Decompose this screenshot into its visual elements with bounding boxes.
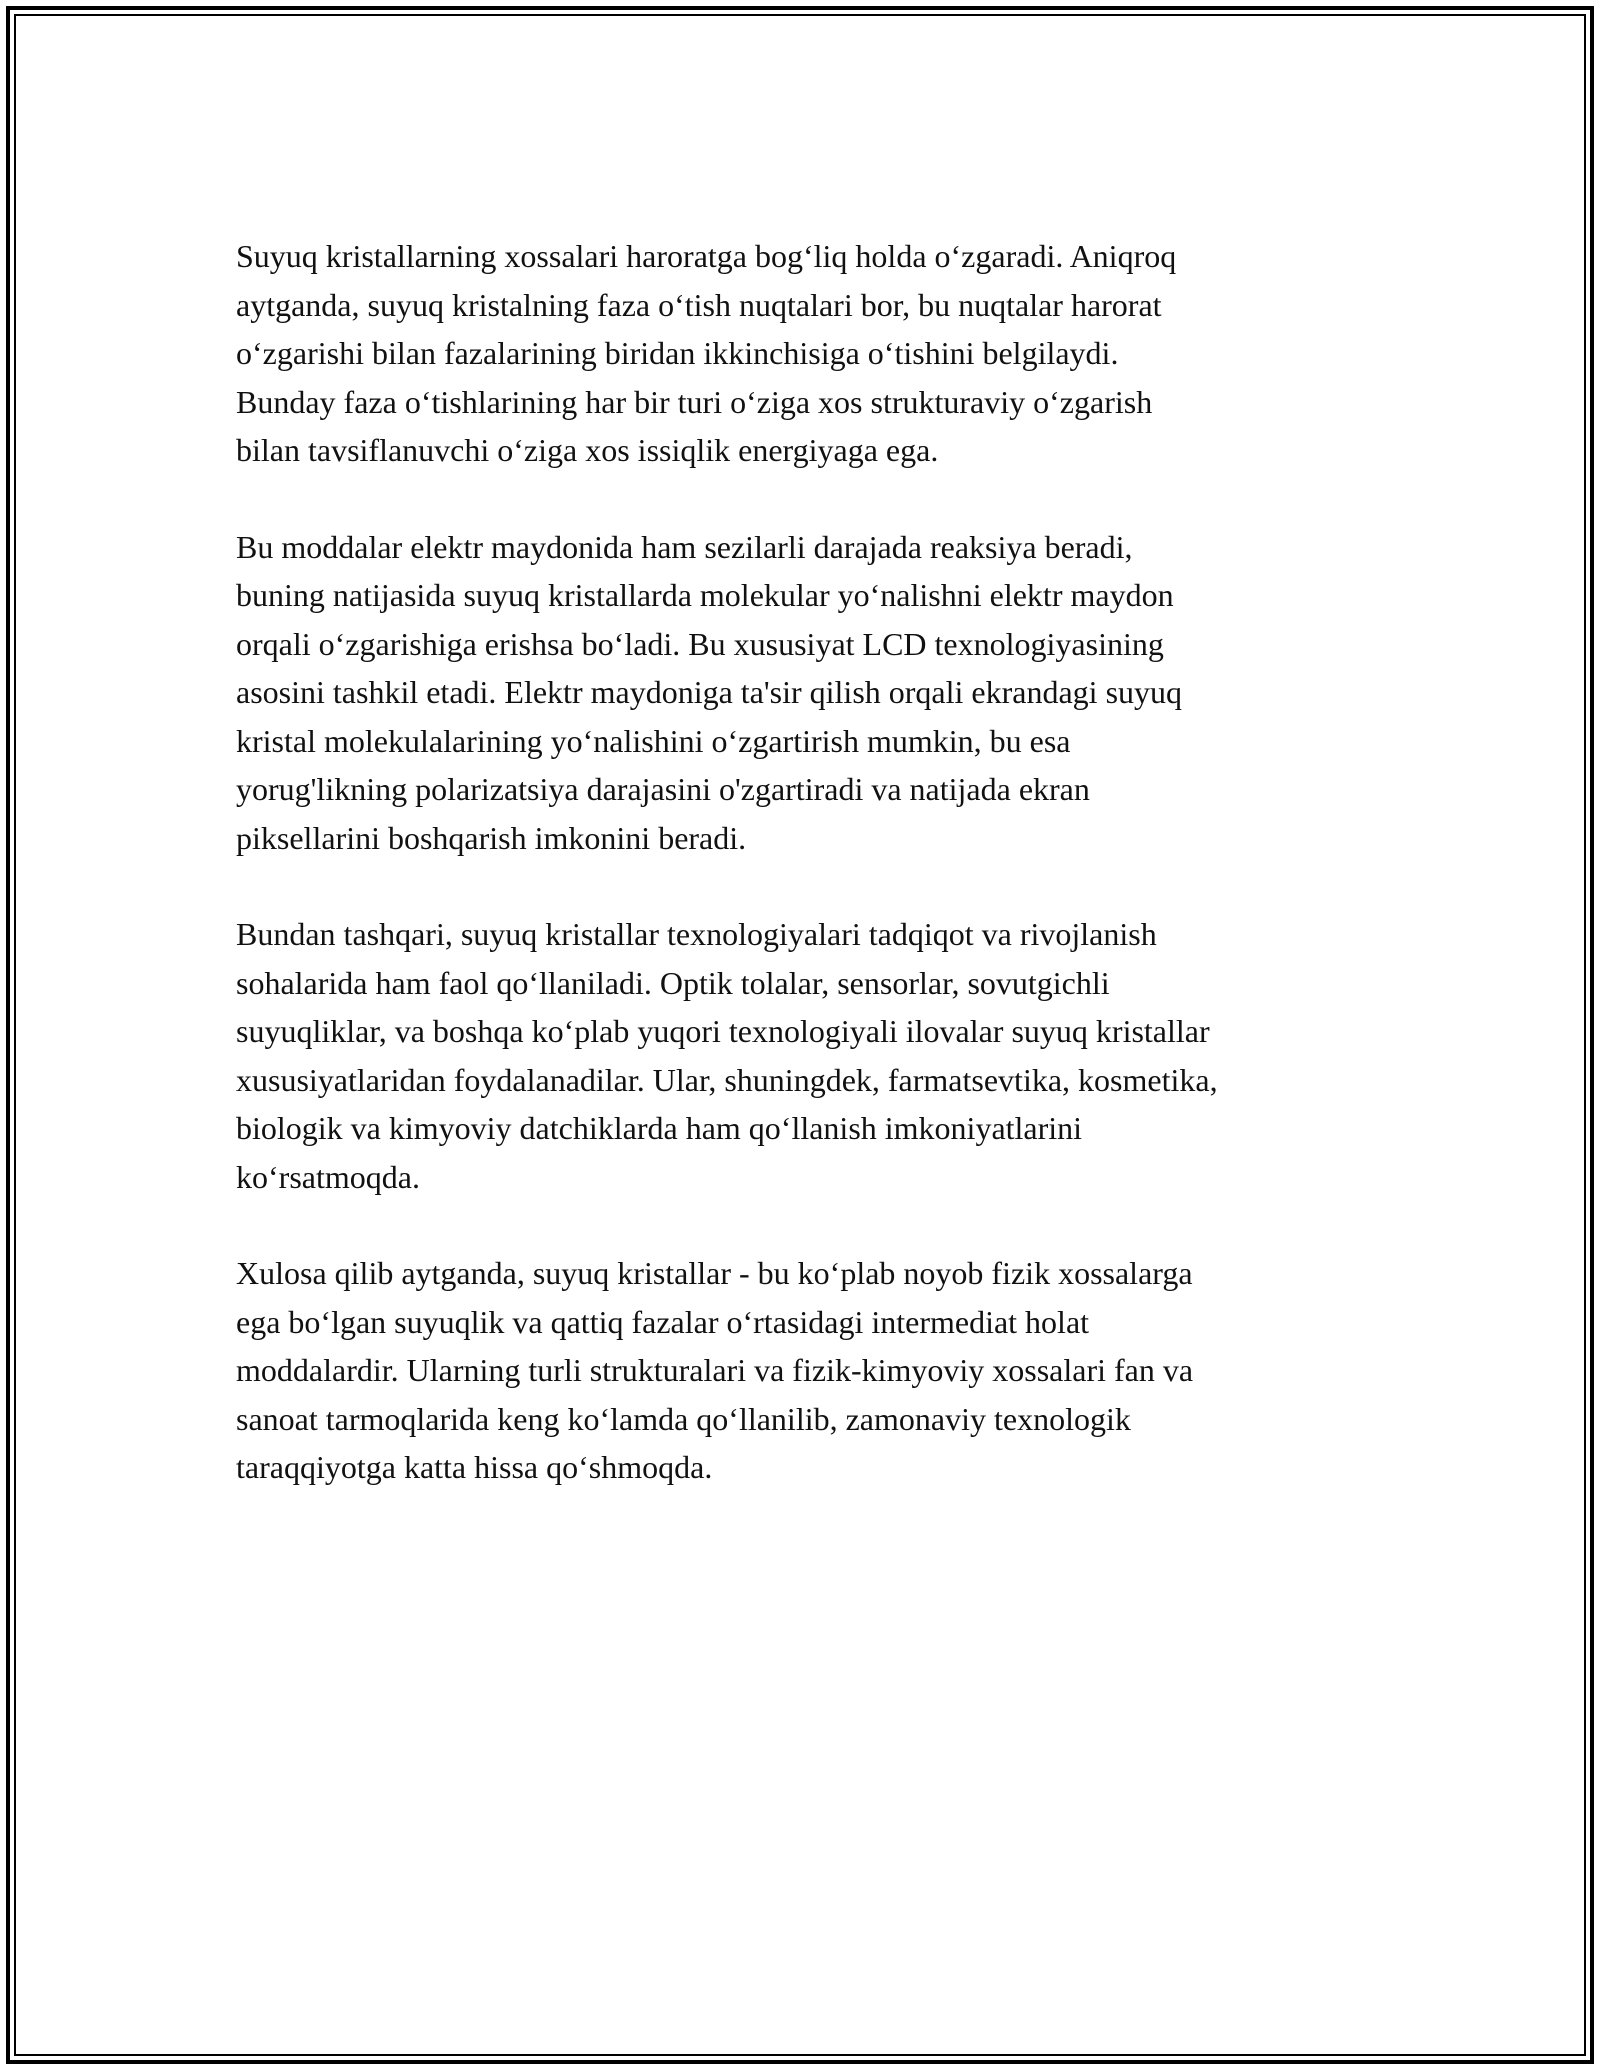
paragraph-line: ega boʻlgan suyuqlik va qattiq fazalar oʻrtasidagi intermediat holat — [236, 1303, 1090, 1340]
paragraph-line: Bundan tashqari, suyuq kristallar texnologiyalari tadqiqot va rivojlanish — [236, 916, 1157, 952]
paragraph-line: oʻzgarishi bilan fazalarining biridan ikkinchisiga oʻtishini belgilaydi. — [236, 335, 1119, 371]
paragraph-line: xususiyatlaridan foydalanadilar. Ular, shuningdek, farmatsevtika, kosmetika, — [236, 1061, 1218, 1098]
paragraph-3 — [236, 910, 1376, 1201]
paragraph-line: biologik va kimyoviy datchiklarda ham qoʻllanish imkoniyatlarini — [236, 1110, 1083, 1146]
paragraph-line: piksellarini boshqarish imkonini beradi. — [236, 819, 747, 856]
paragraph-line: Bunday faza oʻtishlarining har bir turi oʻziga xos strukturaviy oʻzgarish — [236, 383, 1153, 420]
paragraph-1 — [236, 232, 1376, 475]
paragraph-line: koʻrsatmoqda. — [236, 1158, 420, 1195]
paragraph-line: aytganda, suyuq kristalning faza oʻtish nuqtalari bor, bu nuqtalar harorat — [236, 286, 1162, 323]
paragraph-line: kristal molekulalarining yoʻnalishini oʻzgartirish mumkin, bu esa — [236, 722, 1071, 759]
paragraph-line: sohalarida ham faol qoʻllaniladi. Optik tolalar, sensorlar, sovutgichli — [236, 964, 1110, 1001]
document-body — [236, 232, 1376, 1540]
paragraph-line: bilan tavsiflanuvchi oʻziga xos issiqlik energiyaga ega. — [236, 432, 939, 468]
paragraph-line: Bu moddalar elektr maydonida ham sezilarli darajada reaksiya beradi, — [236, 528, 1133, 565]
paragraph-line: asosini tashkil etadi. Elektr maydoniga ta'sir qilish orqali ekrandagi suyuq — [236, 674, 1183, 710]
paragraph-line: sanoat tarmoqlarida keng koʻlamda qoʻllanilib, zamonaviy texnologik — [236, 1400, 1131, 1437]
paragraph-line: yorug'likning polarizatsiya darajasini o'zgartiradi va natijada ekran — [236, 771, 1090, 807]
paragraph-line: Suyuq kristallarning xossalari haroratga bogʻliq holda oʻzgaradi. Aniqroq — [236, 238, 1177, 274]
paragraph-line: moddalardir. Ularning turli strukturalari va fizik-kimyoviy xossalari fan va — [236, 1352, 1194, 1388]
paragraph-4 — [236, 1249, 1376, 1492]
paragraph-line: Xulosa qilib aytganda, suyuq kristallar - bu koʻplab noyob fizik xossalarga — [236, 1255, 1193, 1291]
paragraph-line: orqali oʻzgarishiga erishsa boʻladi. Bu xususiyat LCD texnologiyasining — [236, 625, 1164, 662]
paragraph-2 — [236, 523, 1376, 863]
paragraph-line: taraqqiyotga katta hissa qoʻshmoqda. — [236, 1449, 713, 1485]
paragraph-line: suyuqliklar, va boshqa koʻplab yuqori texnologiyali ilovalar suyuq kristallar — [236, 1013, 1210, 1049]
paragraph-line: buning natijasida suyuq kristallarda molekular yoʻnalishni elektr maydon — [236, 577, 1174, 613]
